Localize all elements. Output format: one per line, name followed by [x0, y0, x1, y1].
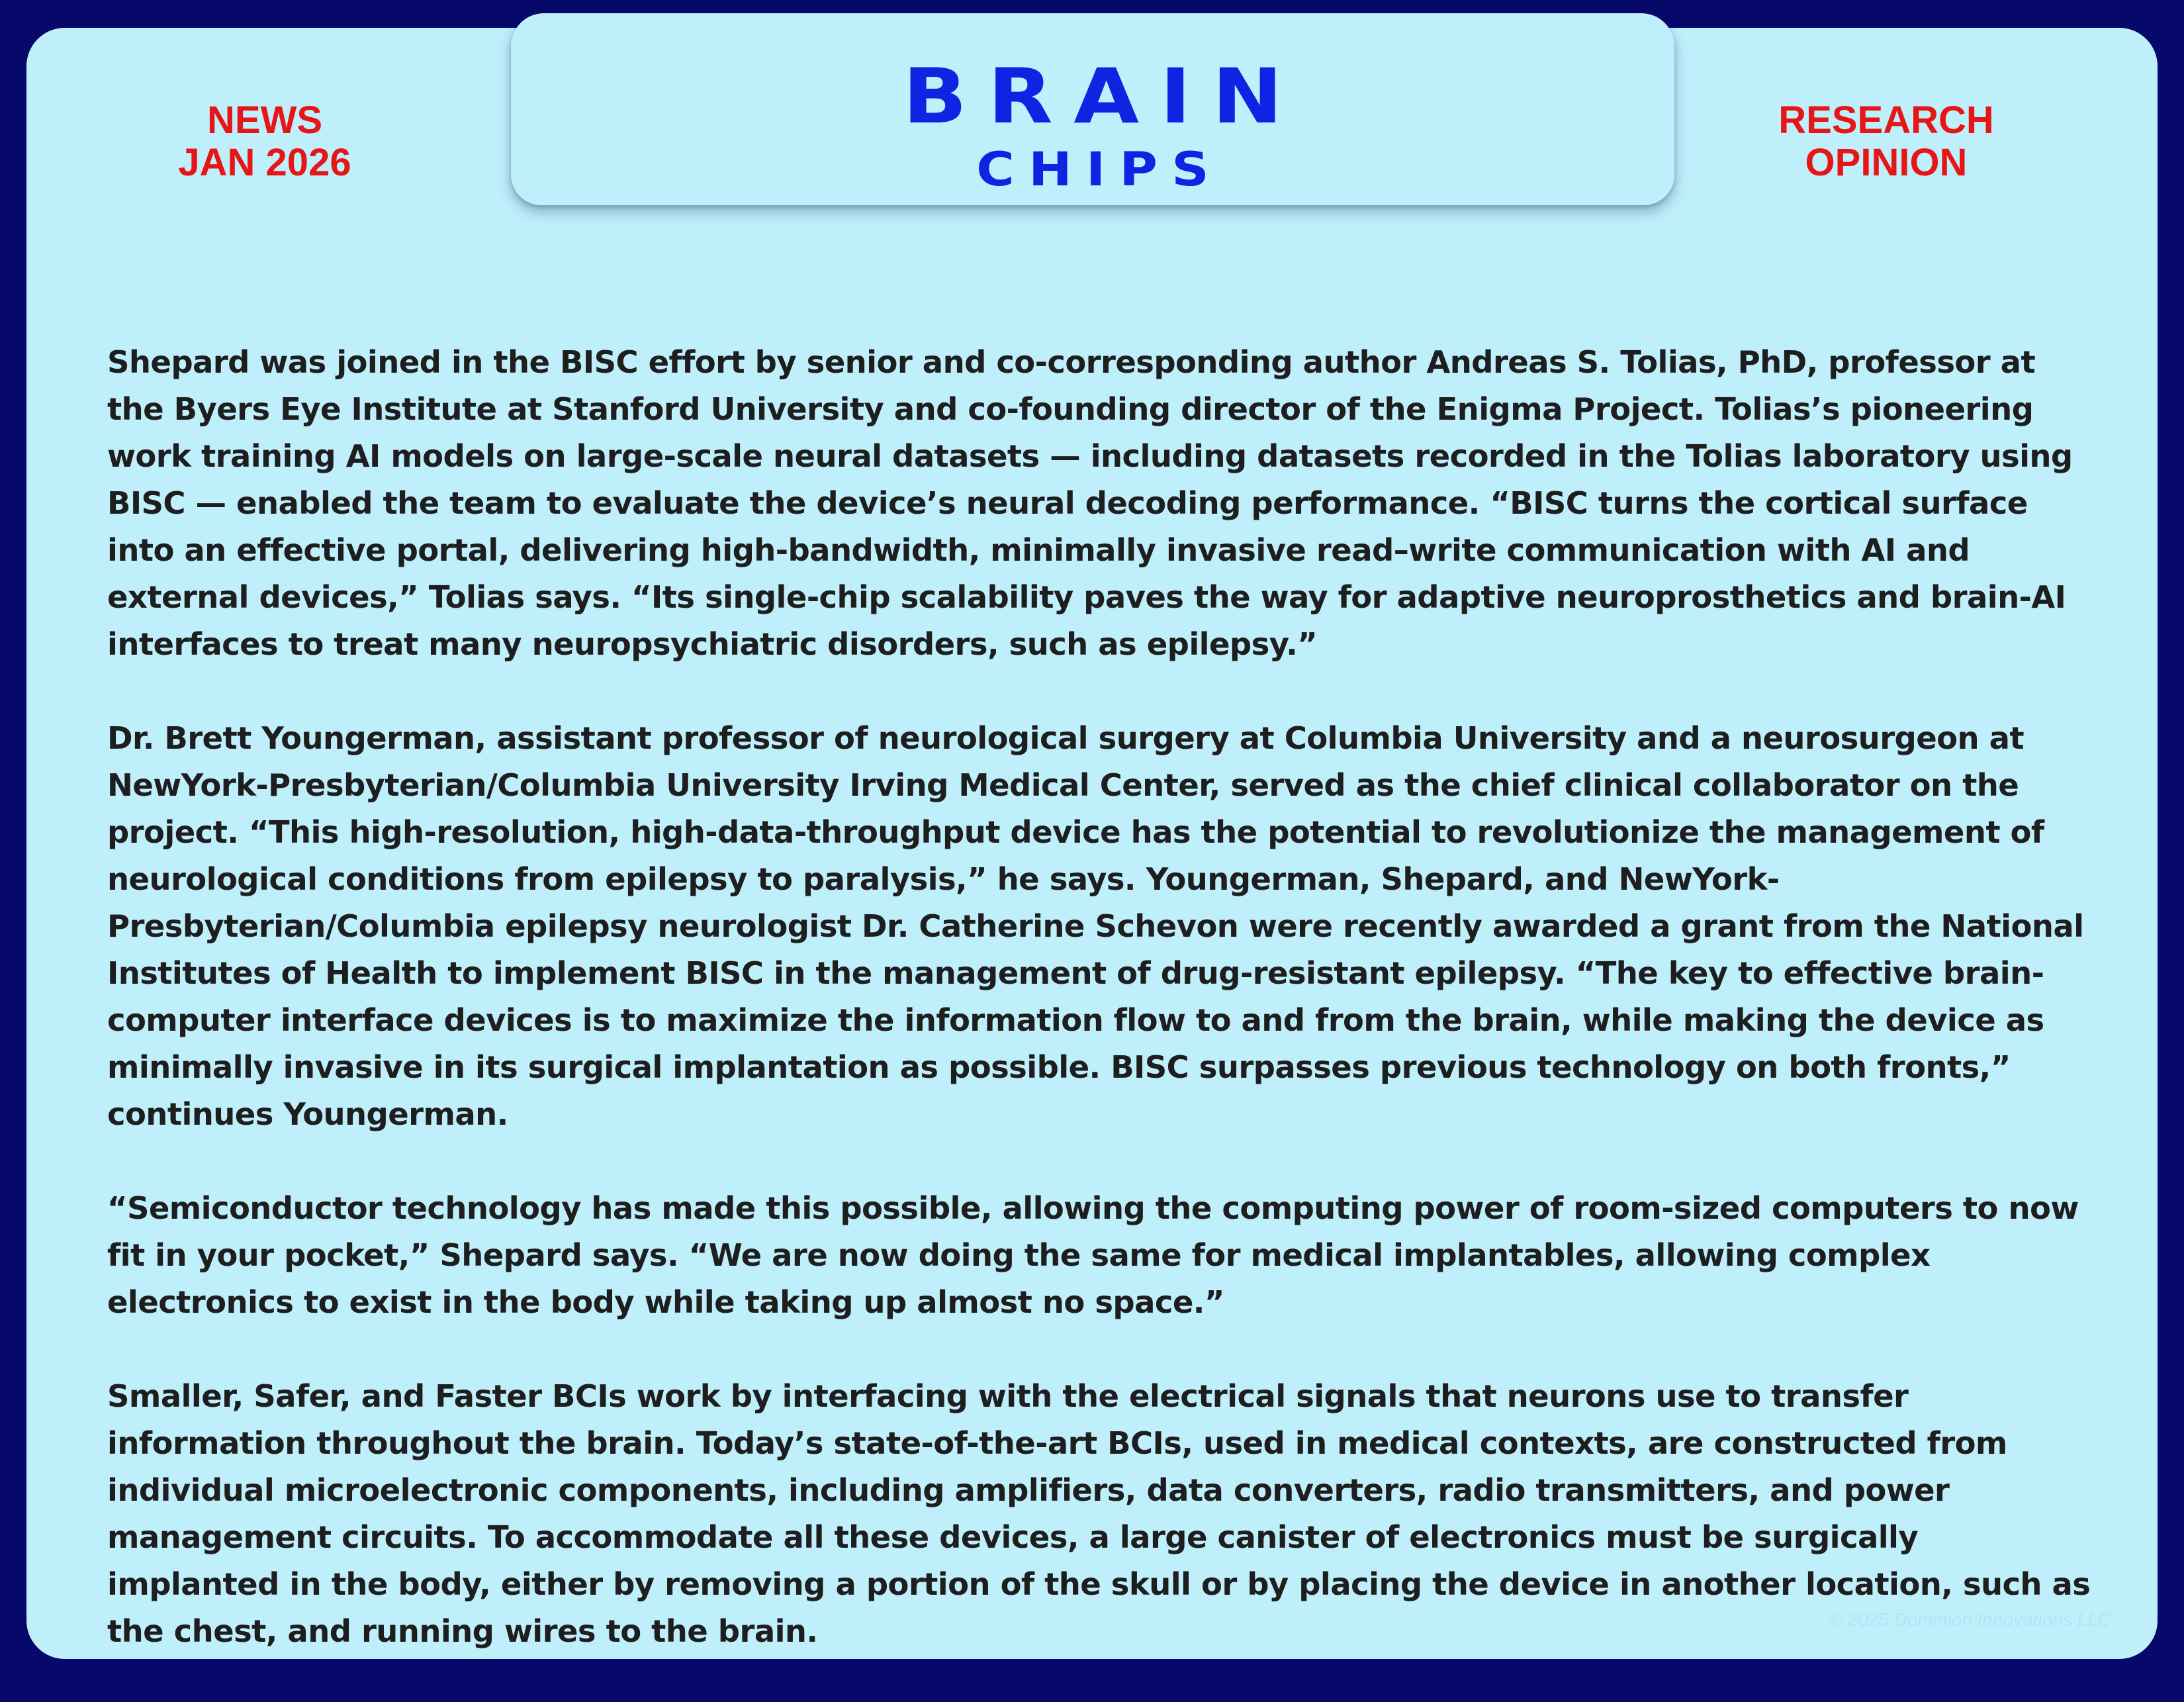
news-date-label [79, 99, 450, 184]
article-paragraph: Smaller, Safer, and Faster BCIs work by interfacing with the electrical signals that neurons use to transfer information throughout the brain. Today’s state-of-the-art BCIs, used in medical contexts, are constructed from individual microelectronic components, including amplifiers, data converters, radio transmitters, and power management circuits. To accommodate all these devices, a large canister of electronics must be surgically implanted in the body, either by removing a portion of the skull or by placing the device in another location, such as the chest, and running wires to the brain. [107, 1378, 2091, 1649]
article-paragraph: Dr. Brett Youngerman, assistant professor of neurological surgery at Columbia University and a neurosurgeon at NewYork-Presbyterian/Columbia University Irving Medical Center, served as the chief clinical collaborator on the project. “This high-resolution, high-data-throughput device has the potential to revolutionize the management of neurological conditions from epilepsy to paralysis,” he says. Youngerman, Shepard, and NewYork-Presbyterian/Columbia epilepsy neurologist Dr. Catherine Schevon were recently awarded a grant from the National Institutes of Health to implement BISC in the management of drug-resistant epilepsy. “The key to effective brain-computer interface devices is to maximize the information flow to and from the brain, while making the device as minimally invasive in its surgical implantation as possible. BISC surpasses previous technology on both fronts,” continues Youngerman. [107, 720, 2084, 1132]
news-label: NEWS [207, 99, 322, 142]
article-paragraph: “Semiconductor technology has made this possible, allowing the computing power of room-sized computers to now fit in your pocket,” Shepard says. “We are now doing the same for medical implantables, allowing complex electronics to exist in the body while taking up almost no space.” [107, 1190, 2079, 1320]
page-title-brain: BRAIN [902, 52, 1304, 140]
research-label: RESEARCH [1778, 99, 1994, 142]
copyright-notice: © 2025 Dominion Innovations LLC [1829, 1609, 2111, 1630]
article-body [107, 339, 2093, 1702]
page-title-chips: CHIPS [976, 142, 1223, 197]
category-label [1701, 99, 2071, 184]
opinion-label: OPINION [1805, 141, 1968, 184]
date-label: JAN 2026 [178, 141, 351, 184]
article-paragraph: Shepard was joined in the BISC effort by senior and co-corresponding author Andreas S. Tolias, PhD, professor at the Byers Eye Institute at Stanford University and co-founding director of the Enigma Project. Tolias’s pioneering work training AI models on large-scale neural datasets — including datasets recorded in the Tolias laboratory using BISC — enabled the team to evaluate the device’s neural decoding performance. “BISC turns the cortical surface into an effective portal, delivering high-bandwidth, minimally invasive read–write communication with AI and external devices,” Tolias says. “Its single-chip scalability paves the way for adaptive neuroprosthetics and brain-AI interfaces to treat many neuropsychiatric disorders, such as epilepsy.” [107, 344, 2073, 662]
